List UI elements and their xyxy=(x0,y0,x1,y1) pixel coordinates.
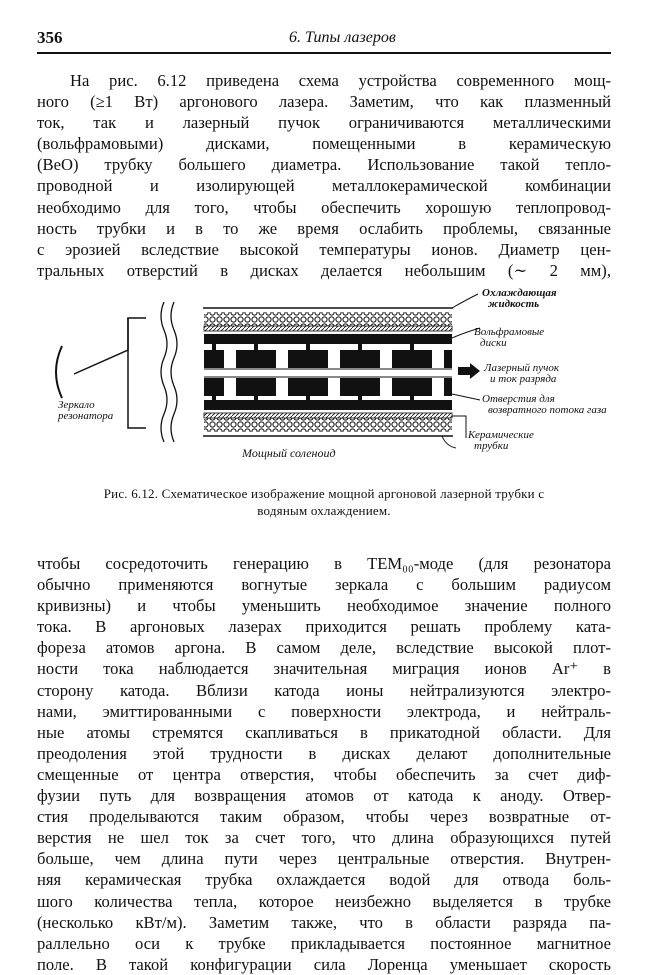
ceramic-wall xyxy=(204,413,452,418)
text-line: шого количества тепла, которое неизбежно выделяется в трубке xyxy=(37,891,611,911)
text-line: поле. В такой конфигурации сила Лоренца уменьшает скорость xyxy=(37,954,611,974)
text-line: кривизны) и чтобы уменьшить необходимое значение полного xyxy=(37,596,611,616)
text-line: преодоления этой трудности в дисках делают дополнительные xyxy=(37,743,611,763)
text-line: (несколько кВт/м). Заметим также, что в области разряда па- xyxy=(37,912,611,932)
paragraph-1 xyxy=(37,70,611,281)
disk-row xyxy=(204,350,452,396)
text-line: (ВеО) трубку большего диаметра. Использование такой тепло- xyxy=(37,155,611,175)
text-line: (вольфрамовыми) дисками, помещенными в керамическую xyxy=(37,134,611,154)
text-line: необходимо для того, чтобы обеспечить хорошую теплопровод- xyxy=(37,197,611,217)
text-line: На рис. 6.12 приведена схема устройства современного мощ- xyxy=(70,71,611,90)
coolant-layer xyxy=(204,418,452,432)
caption-line: водяным охлаждением. xyxy=(257,503,391,518)
running-title: 6. Типы лазеров xyxy=(289,29,396,46)
laser-tube-figure xyxy=(48,288,608,468)
beam-arrow-shaft xyxy=(458,367,470,375)
paragraph-2 xyxy=(37,553,611,975)
figure-caption xyxy=(37,485,611,519)
header-rule xyxy=(37,52,611,54)
label-solenoid: Мощный соленоид xyxy=(242,446,336,460)
text-line: стия проделываются таким образом, чтобы через возвратные от- xyxy=(37,807,611,827)
label-mirror: Зеркало резонатора xyxy=(58,399,114,422)
text-line: больше, чем длина пути через центральные отверстия. Внутрен- xyxy=(37,849,611,869)
text-line: верстия не шел ток за счет того, что длина образующихся путей xyxy=(37,828,611,848)
leader-line xyxy=(452,294,478,308)
ceramic-wall xyxy=(204,326,452,331)
text-line: нами, эмиттированными с поверхности электрода, и нейтраль- xyxy=(37,701,611,721)
break-line xyxy=(171,302,177,442)
mirror-arc xyxy=(56,346,62,398)
label-beam: Лазерный пучок и ток разряда xyxy=(484,362,560,385)
mirror-mount xyxy=(128,318,146,428)
label-ceramic-tubes: Керамические трубки xyxy=(468,429,534,452)
page-header xyxy=(37,26,611,50)
mirror-bracket xyxy=(74,318,146,374)
page-number: 356 xyxy=(37,28,63,47)
tungsten-disk-band xyxy=(204,400,452,410)
beam-arrow-head xyxy=(470,363,480,379)
caption-line: Рис. 6.12. Схематическое изображение мощной аргоновой лазерной трубки с xyxy=(103,486,545,501)
text-line: ности тока наблюдается значительная миграция ионов Ar⁺ в xyxy=(37,659,611,679)
label-return-holes: Отверстия для возвратного потока газа xyxy=(482,393,607,416)
break-line xyxy=(161,302,167,442)
text-line: фореза атомов аргона. В самом деле, вследствие высокой плот- xyxy=(37,638,611,658)
text-line: раллельно оси к трубке прикладывается постоянное магнитное xyxy=(37,933,611,953)
text-line: чтобы сосредоточить генерацию в TEM₀₀-моде (для резонатора xyxy=(37,554,611,573)
text-line: тральных отверстий в дисках делается небольшим (∼ 2 мм), xyxy=(37,260,611,280)
text-line: тока. В аргоновых лазерах приходится решать проблему ката- xyxy=(37,617,611,637)
text-line: фузии путь для возвращения атомов от катода к аноду. Отвер- xyxy=(37,786,611,806)
text-line: ного (≥1 Вт) аргонового лазера. Заметим, что как плазменный xyxy=(37,92,611,112)
coolant-layer xyxy=(204,312,452,326)
leader-line xyxy=(452,416,466,438)
leader-line xyxy=(452,394,480,400)
text-line: смещенные от центра отверстия, чтобы обеспечить за счет диф- xyxy=(37,764,611,784)
text-line: с эрозией вследствие высокой температуры ионов. Диаметр цен- xyxy=(37,239,611,259)
label-tungsten-disks: Вольфрамовые диски xyxy=(474,326,545,349)
tungsten-disk-band xyxy=(204,334,452,344)
leader-line xyxy=(442,436,456,448)
label-coolant: Охлаждающая жидкость xyxy=(482,287,557,310)
text-line: ток, так и лазерный пучок ограничиваются металлическими xyxy=(37,113,611,133)
text-line: обычно применяются вогнутые зеркала с большим радиусом xyxy=(37,575,611,595)
text-line: ность трубки и в то же время ослабить проблемы, связанные xyxy=(37,218,611,238)
text-line: сторону катода. Вблизи катода ионы нейтрализуются электро- xyxy=(37,680,611,700)
text-line: проводной и изолирующей металлокерамической комбинации xyxy=(37,176,611,196)
text-line: няя керамическая трубка охлаждается водой для отвода боль- xyxy=(37,870,611,890)
text-line: ные атомы стремятся скапливаться в прикатодной области. Для xyxy=(37,722,611,742)
